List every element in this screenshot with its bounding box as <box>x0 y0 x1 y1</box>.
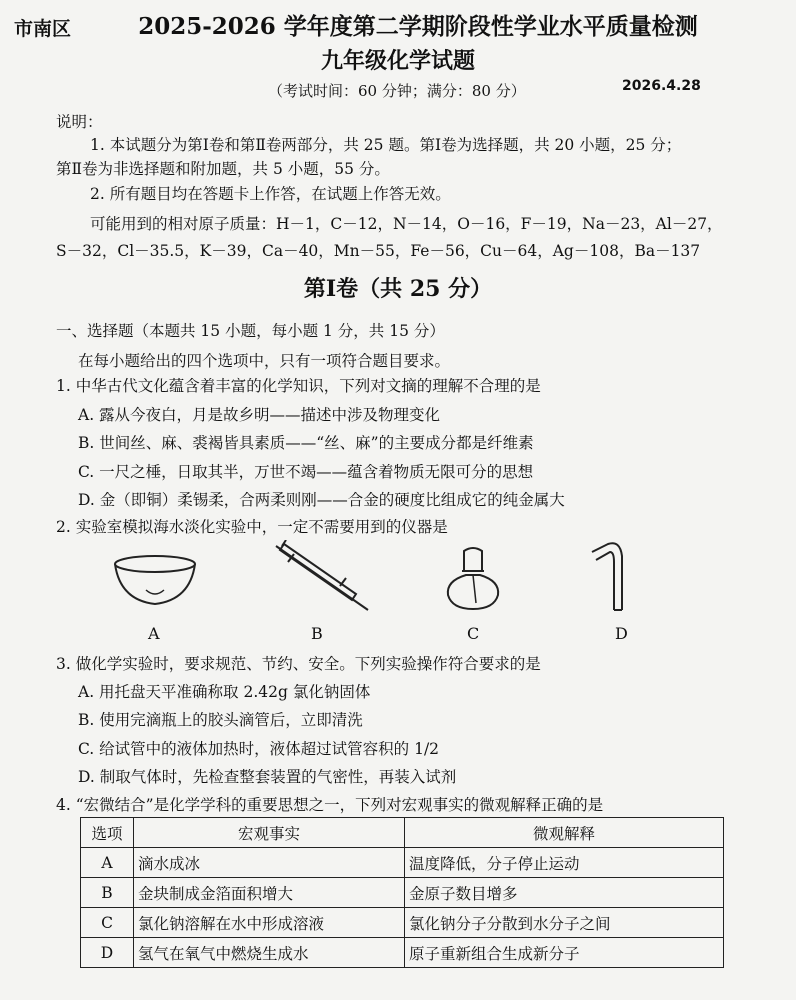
table-row <box>81 938 724 968</box>
table-cell: 滴水成冰 <box>134 848 405 878</box>
question-1-option-a: A. 露从今夜白，月是故乡明——描述中涉及物理变化 <box>78 406 441 424</box>
question-4-stem: 4. “宏微结合”是化学学科的重要思想之一，下列对宏观事实的微观解释正确的是 <box>56 796 604 814</box>
table-header-cell: 微观解释 <box>405 818 724 848</box>
question-3-option-c: C. 给试管中的液体加热时，液体超过试管容积的 1/2 <box>78 740 440 758</box>
apparatus-label-b: B <box>311 624 323 643</box>
exam-info: （考试时间：60 分钟；满分：80 分） <box>268 82 526 100</box>
table-cell: 氯化钠分子分散到水分子之间 <box>405 908 724 938</box>
instruction-1b: 第Ⅱ卷为非选择题和附加题，共 5 小题，55 分。 <box>56 160 390 178</box>
apparatus-label-c: C <box>467 624 480 643</box>
instructions-heading: 说明： <box>56 113 103 131</box>
table-header-row <box>81 818 724 848</box>
table-cell: D <box>81 938 134 968</box>
alcohol-lamp-icon <box>438 545 508 615</box>
exam-title: 2025-2026 学年度第二学期阶段性学业水平质量检测 <box>138 13 698 40</box>
question-1-option-b: B. 世间丝、麻、裘褐皆具素质——“丝、麻”的主要成分都是纤维素 <box>78 434 534 452</box>
atomic-mass-line-2: S－32，Cl－35.5，K－39，Ca－40，Mn－55，Fe－56，Cu－64，Ag－108，Ba－137 <box>56 242 701 260</box>
district-label: 市南区 <box>14 18 72 40</box>
instruction-2: 2. 所有题目均在答题卡上作答，在试题上作答无效。 <box>90 185 451 203</box>
table-cell: A <box>81 848 134 878</box>
table-row <box>81 848 724 878</box>
question-3-option-d: D. 制取气体时，先检查整套装置的气密性，再装入试剂 <box>78 768 457 786</box>
question-3-stem: 3. 做化学实验时，要求规范、节约、安全。下列实验操作符合要求的是 <box>56 655 541 673</box>
question-1-stem: 1. 中华古代文化蕴含着丰富的化学知识，下列对文摘的理解不合理的是 <box>56 377 541 395</box>
table-cell: 金原子数目增多 <box>405 878 724 908</box>
question-3-option-b: B. 使用完滴瓶上的胶头滴管后，立即清洗 <box>78 711 363 729</box>
exam-subtitle: 九年级化学试题 <box>320 48 475 74</box>
table-cell: 温度降低，分子停止运动 <box>405 848 724 878</box>
table-cell: 金块制成金箔面积增大 <box>134 878 405 908</box>
apparatus-label-d: D <box>615 624 628 643</box>
question-4-table <box>80 817 724 968</box>
question-3-option-a: A. 用托盘天平准确称取 2.42g 氯化钠固体 <box>78 683 371 701</box>
condenser-icon <box>268 540 378 620</box>
table-row <box>81 908 724 938</box>
apparatus-label-a: A <box>148 624 160 643</box>
exam-date: 2026.4.28 <box>622 78 701 94</box>
atomic-mass-line-1: 可能用到的相对原子质量：H－1，C－12，N－14，O－16，F－19，Na－23，Al－27， <box>90 215 723 233</box>
table-cell: B <box>81 878 134 908</box>
evaporating-dish-icon <box>110 552 200 612</box>
question-1-option-c: C. 一尺之棰，日取其半，万世不竭——蕴含着物质无限可分的思想 <box>78 463 534 481</box>
table-cell: 氢气在氧气中燃烧生成水 <box>134 938 405 968</box>
table-cell: C <box>81 908 134 938</box>
part-note: 在每小题给出的四个选项中，只有一项符合题目要求。 <box>78 352 451 370</box>
part-heading: 一、选择题（本题共 15 小题，每小题 1 分，共 15 分） <box>56 322 445 340</box>
question-1-option-d: D. 金（即铜）柔锡柔，合两柔则刚——合金的硬度比组成它的纯金属大 <box>78 491 565 509</box>
instruction-1a: 1. 本试题分为第Ⅰ卷和第Ⅱ卷两部分，共 25 题。第Ⅰ卷为选择题，共 20 小题，25 分； <box>90 136 682 154</box>
table-header-cell: 宏观事实 <box>134 818 405 848</box>
section-title: 第Ⅰ卷（共 25 分） <box>303 276 493 302</box>
question-2-stem: 2. 实验室模拟海水淡化实验中，一定不需要用到的仪器是 <box>56 518 448 536</box>
bent-glass-tube-icon <box>586 540 636 615</box>
table-cell: 氯化钠溶解在水中形成溶液 <box>134 908 405 938</box>
table-row <box>81 878 724 908</box>
table-cell: 原子重新组合生成新分子 <box>405 938 724 968</box>
table-header-cell: 选项 <box>81 818 134 848</box>
